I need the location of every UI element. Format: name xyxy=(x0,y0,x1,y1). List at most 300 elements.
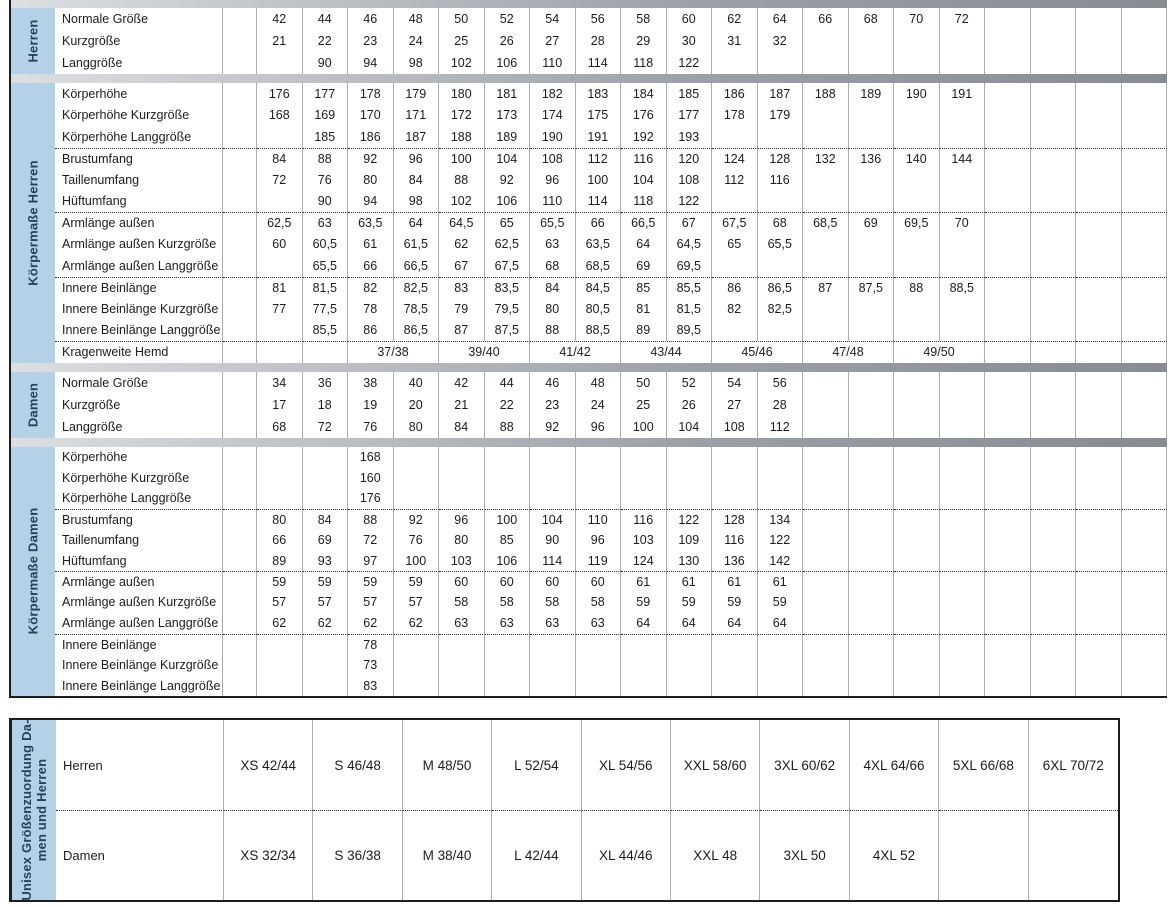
empty-cell xyxy=(849,467,895,488)
value-cell: 38 xyxy=(348,372,394,394)
spacer-cell xyxy=(223,447,257,468)
empty-cell xyxy=(1076,298,1122,320)
row-label: Kurzgröße xyxy=(55,394,223,416)
value-cell: 76 xyxy=(394,530,440,551)
empty-cell xyxy=(1122,126,1168,148)
empty-cell xyxy=(849,169,895,191)
row-label: Armlänge außen Kurzgröße xyxy=(55,592,223,613)
value-cell: 100 xyxy=(394,550,440,571)
value-cell: 80 xyxy=(348,169,394,191)
empty-cell xyxy=(1122,255,1168,277)
value-cell: 68,5 xyxy=(803,212,849,234)
value-cell: 63 xyxy=(303,212,349,234)
value-cell: 112 xyxy=(712,169,758,191)
value-cell: 42 xyxy=(439,372,485,394)
value-cell: 64 xyxy=(758,8,804,30)
value-cell: 89 xyxy=(621,320,667,342)
value-cell: 25 xyxy=(621,394,667,416)
value-cell: 72 xyxy=(940,8,986,30)
empty-cell xyxy=(621,654,667,675)
value-cell: 61 xyxy=(348,234,394,256)
empty-cell xyxy=(803,234,849,256)
value-cell: 59 xyxy=(394,571,440,592)
size-cell: S 36/38 xyxy=(313,810,402,900)
value-cell: 76 xyxy=(348,416,394,438)
empty-cell xyxy=(1122,298,1168,320)
empty-cell xyxy=(894,571,940,592)
empty-cell xyxy=(940,234,986,256)
unisex-label-line: Unisex Größenzuordung Da- xyxy=(19,719,34,901)
size-cell: M 48/50 xyxy=(403,720,492,810)
value-cell: 66 xyxy=(257,530,303,551)
value-cell: 103 xyxy=(439,550,485,571)
empty-cell xyxy=(1076,592,1122,613)
value-cell: 18 xyxy=(303,394,349,416)
value-cell: 57 xyxy=(257,592,303,613)
value-cell: 28 xyxy=(758,394,804,416)
empty-cell xyxy=(1076,654,1122,675)
empty-cell xyxy=(803,416,849,438)
empty-cell xyxy=(894,467,940,488)
spacer-cell xyxy=(223,550,257,571)
empty-cell xyxy=(894,255,940,277)
empty-cell xyxy=(758,467,804,488)
empty-cell xyxy=(712,675,758,696)
empty-cell xyxy=(803,654,849,675)
section-damen-sizes xyxy=(11,372,1167,438)
value-cell: 64 xyxy=(621,234,667,256)
empty-cell xyxy=(940,530,986,551)
value-cell: 57 xyxy=(303,592,349,613)
empty-cell xyxy=(758,126,804,148)
empty-cell xyxy=(940,169,986,191)
empty-cell xyxy=(530,488,576,509)
empty-cell xyxy=(530,654,576,675)
empty-cell xyxy=(985,148,1031,170)
value-cell: 98 xyxy=(394,52,440,74)
value-cell: 24 xyxy=(576,394,622,416)
spacer-cell xyxy=(223,169,257,191)
empty-cell xyxy=(894,634,940,655)
value-cell: 93 xyxy=(303,550,349,571)
empty-cell xyxy=(439,634,485,655)
value-cell: 63 xyxy=(576,613,622,634)
empty-cell xyxy=(576,467,622,488)
value-cell: 50 xyxy=(439,8,485,30)
empty-cell xyxy=(1122,613,1168,634)
empty-cell xyxy=(1122,675,1168,696)
empty-cell xyxy=(849,592,895,613)
value-cell: 88 xyxy=(348,509,394,530)
spacer-cell xyxy=(223,341,257,363)
empty-cell xyxy=(849,52,895,74)
empty-cell xyxy=(530,447,576,468)
empty-cell xyxy=(849,530,895,551)
row-label: Armlänge außen xyxy=(55,571,223,592)
value-cell: 92 xyxy=(485,169,531,191)
empty-cell xyxy=(1122,105,1168,127)
value-cell: 63 xyxy=(485,613,531,634)
value-cell: 41/42 xyxy=(530,341,621,363)
empty-cell xyxy=(667,634,713,655)
value-cell: 82,5 xyxy=(394,277,440,299)
value-cell: 80 xyxy=(530,298,576,320)
empty-cell xyxy=(712,126,758,148)
empty-cell xyxy=(849,613,895,634)
empty-cell xyxy=(1031,212,1077,234)
value-cell: 132 xyxy=(803,148,849,170)
empty-cell xyxy=(985,212,1031,234)
section-label: Körpermaße Damen xyxy=(25,507,41,635)
empty-cell xyxy=(985,320,1031,342)
value-cell: 90 xyxy=(303,191,349,213)
empty-cell xyxy=(1031,30,1077,52)
empty-cell xyxy=(303,634,349,655)
empty-cell xyxy=(849,191,895,213)
section-koerpermasse-damen xyxy=(11,447,1167,697)
value-cell: 144 xyxy=(940,148,986,170)
value-cell: 84,5 xyxy=(576,277,622,299)
spacer-cell xyxy=(223,30,257,52)
size-cell: XXL 48 xyxy=(671,810,760,900)
spacer-cell xyxy=(223,277,257,299)
value-cell: 66 xyxy=(576,212,622,234)
empty-cell xyxy=(1031,234,1077,256)
value-cell: 22 xyxy=(485,394,531,416)
empty-cell xyxy=(803,126,849,148)
value-cell: 56 xyxy=(758,372,804,394)
value-cell: 178 xyxy=(712,105,758,127)
value-cell: 122 xyxy=(667,509,713,530)
value-cell: 72 xyxy=(257,169,303,191)
row-label: Innere Beinlänge xyxy=(55,634,223,655)
value-cell: 80 xyxy=(439,530,485,551)
value-cell: 188 xyxy=(439,126,485,148)
value-cell: 48 xyxy=(394,8,440,30)
empty-cell xyxy=(985,372,1031,394)
value-cell: 67,5 xyxy=(712,212,758,234)
row-label: Innere Beinlänge Langgröße xyxy=(55,675,223,696)
value-cell: 118 xyxy=(621,52,667,74)
value-cell: 65,5 xyxy=(303,255,349,277)
section-label: Damen xyxy=(25,382,41,427)
empty-cell xyxy=(849,298,895,320)
empty-cell xyxy=(1122,212,1168,234)
empty-cell xyxy=(985,30,1031,52)
value-cell: 61 xyxy=(621,571,667,592)
value-cell: 114 xyxy=(576,191,622,213)
value-cell: 171 xyxy=(394,105,440,127)
value-cell: 84 xyxy=(439,416,485,438)
value-cell: 122 xyxy=(667,52,713,74)
value-cell: 88 xyxy=(439,169,485,191)
empty-cell xyxy=(803,530,849,551)
empty-cell xyxy=(257,255,303,277)
value-cell: 69 xyxy=(849,212,895,234)
spacer-cell xyxy=(223,530,257,551)
empty-cell xyxy=(1122,372,1168,394)
value-cell: 50 xyxy=(621,372,667,394)
value-cell: 58 xyxy=(576,592,622,613)
empty-cell xyxy=(939,810,1028,900)
empty-cell xyxy=(621,447,667,468)
value-cell: 24 xyxy=(394,30,440,52)
empty-cell xyxy=(985,675,1031,696)
empty-cell xyxy=(758,675,804,696)
value-cell: 90 xyxy=(530,530,576,551)
empty-cell xyxy=(576,675,622,696)
value-cell: 104 xyxy=(485,148,531,170)
empty-cell xyxy=(257,191,303,213)
size-cell: XS 42/44 xyxy=(224,720,313,810)
value-cell: 65,5 xyxy=(758,234,804,256)
value-cell: 88 xyxy=(485,416,531,438)
value-cell: 40 xyxy=(394,372,440,394)
value-cell: 88 xyxy=(530,320,576,342)
value-cell: 85 xyxy=(485,530,531,551)
empty-cell xyxy=(849,509,895,530)
size-cell: M 38/40 xyxy=(403,810,492,900)
empty-cell xyxy=(940,675,986,696)
value-cell: 64 xyxy=(394,212,440,234)
row-label: Taillenumfang xyxy=(55,530,223,551)
value-cell: 79,5 xyxy=(485,298,531,320)
empty-cell xyxy=(985,234,1031,256)
value-cell: 39/40 xyxy=(439,341,530,363)
empty-cell xyxy=(394,488,440,509)
value-cell: 59 xyxy=(348,571,394,592)
row-label: Normale Größe xyxy=(55,372,223,394)
spacer-cell xyxy=(223,212,257,234)
size-cell: L 52/54 xyxy=(492,720,581,810)
empty-cell xyxy=(758,320,804,342)
empty-cell xyxy=(758,255,804,277)
empty-cell xyxy=(1122,83,1168,105)
value-cell: 36 xyxy=(303,372,349,394)
value-cell: 128 xyxy=(712,509,758,530)
empty-cell xyxy=(803,169,849,191)
value-cell: 61,5 xyxy=(394,234,440,256)
unisex-label xyxy=(19,719,49,900)
empty-cell xyxy=(1076,52,1122,74)
row-label: Brustumfang xyxy=(55,509,223,530)
empty-cell xyxy=(894,126,940,148)
row-label: Taillenumfang xyxy=(55,169,223,191)
empty-cell xyxy=(849,320,895,342)
value-cell: 100 xyxy=(485,509,531,530)
row-label: Körperhöhe Langgröße xyxy=(55,488,223,509)
size-cell: S 46/48 xyxy=(313,720,402,810)
value-cell: 102 xyxy=(439,191,485,213)
size-cell: 6XL 70/72 xyxy=(1042,757,1104,773)
empty-cell xyxy=(1076,488,1122,509)
value-cell: 62,5 xyxy=(257,212,303,234)
value-cell: 180 xyxy=(439,83,485,105)
row-label: Körperhöhe Kurzgröße xyxy=(55,105,223,127)
value-cell: 64,5 xyxy=(439,212,485,234)
empty-cell xyxy=(1076,550,1122,571)
empty-cell xyxy=(894,488,940,509)
empty-cell xyxy=(1076,169,1122,191)
empty-cell xyxy=(1122,320,1168,342)
value-cell: 160 xyxy=(348,467,394,488)
empty-cell xyxy=(439,654,485,675)
empty-cell xyxy=(894,416,940,438)
value-cell: 64 xyxy=(667,613,713,634)
empty-cell xyxy=(1076,234,1122,256)
value-cell: 110 xyxy=(530,52,576,74)
value-cell: 46 xyxy=(348,8,394,30)
value-cell: 72 xyxy=(303,416,349,438)
section-divider-bar xyxy=(11,363,1167,372)
value-cell: 52 xyxy=(667,372,713,394)
empty-cell xyxy=(803,105,849,127)
empty-cell xyxy=(1076,126,1122,148)
value-cell: 174 xyxy=(530,105,576,127)
empty-cell xyxy=(1122,654,1168,675)
value-cell: 59 xyxy=(667,592,713,613)
empty-cell xyxy=(940,467,986,488)
value-cell: 106 xyxy=(485,191,531,213)
value-cell: 66 xyxy=(348,255,394,277)
value-cell: 62 xyxy=(394,613,440,634)
value-cell: 60 xyxy=(257,234,303,256)
empty-cell xyxy=(849,634,895,655)
empty-cell xyxy=(894,530,940,551)
empty-cell xyxy=(1122,169,1168,191)
value-cell: 96 xyxy=(394,148,440,170)
empty-cell xyxy=(621,634,667,655)
empty-cell xyxy=(940,592,986,613)
empty-cell xyxy=(940,298,986,320)
value-cell: 66,5 xyxy=(394,255,440,277)
empty-cell xyxy=(621,675,667,696)
value-cell: 104 xyxy=(530,509,576,530)
size-cell: 3XL 50 xyxy=(760,810,849,900)
empty-cell xyxy=(940,447,986,468)
empty-cell xyxy=(894,613,940,634)
row-label: Innere Beinlänge Kurzgröße xyxy=(55,654,223,675)
value-cell: 191 xyxy=(576,126,622,148)
value-cell: 17 xyxy=(257,394,303,416)
empty-cell xyxy=(803,634,849,655)
value-cell: 85,5 xyxy=(303,320,349,342)
empty-cell xyxy=(1031,8,1077,30)
row-label: Hüftumfang xyxy=(55,191,223,213)
empty-cell xyxy=(530,467,576,488)
value-cell: 27 xyxy=(530,30,576,52)
value-cell: 87 xyxy=(803,277,849,299)
value-cell: 185 xyxy=(303,126,349,148)
empty-cell xyxy=(803,255,849,277)
empty-cell xyxy=(803,675,849,696)
empty-cell xyxy=(1031,654,1077,675)
unisex-size-table xyxy=(9,718,1120,902)
empty-cell xyxy=(530,634,576,655)
empty-cell xyxy=(303,467,349,488)
spacer-cell xyxy=(223,126,257,148)
empty-cell xyxy=(257,467,303,488)
empty-cell xyxy=(1031,447,1077,468)
empty-cell xyxy=(849,255,895,277)
value-cell: 43/44 xyxy=(621,341,712,363)
empty-cell xyxy=(1031,394,1077,416)
empty-cell xyxy=(1031,675,1077,696)
empty-cell xyxy=(1076,191,1122,213)
empty-cell xyxy=(1031,550,1077,571)
value-cell: 21 xyxy=(257,30,303,52)
value-cell: 88 xyxy=(894,277,940,299)
value-cell: 96 xyxy=(439,509,485,530)
value-cell: 78,5 xyxy=(394,298,440,320)
spacer-cell xyxy=(223,298,257,320)
value-cell: 20 xyxy=(394,394,440,416)
spacer-cell xyxy=(223,8,257,30)
value-cell: 72 xyxy=(348,530,394,551)
empty-cell xyxy=(621,488,667,509)
empty-cell xyxy=(1122,592,1168,613)
empty-cell xyxy=(985,277,1031,299)
value-cell: 27 xyxy=(712,394,758,416)
empty-cell xyxy=(894,298,940,320)
row-label: Körperhöhe Langgröße xyxy=(55,126,223,148)
value-cell: 110 xyxy=(576,509,622,530)
empty-cell xyxy=(712,654,758,675)
empty-cell xyxy=(257,126,303,148)
value-cell: 52 xyxy=(485,8,531,30)
empty-cell xyxy=(985,550,1031,571)
empty-cell xyxy=(667,447,713,468)
spacer-cell xyxy=(223,488,257,509)
spacer-cell xyxy=(223,320,257,342)
value-cell: 112 xyxy=(758,416,804,438)
value-cell: 65 xyxy=(712,234,758,256)
spacer-cell xyxy=(223,394,257,416)
empty-cell xyxy=(576,447,622,468)
section-label: Herren xyxy=(25,19,41,63)
row-label: Normale Größe xyxy=(55,8,223,30)
value-cell: 193 xyxy=(667,126,713,148)
value-cell: 110 xyxy=(530,191,576,213)
value-cell: 28 xyxy=(576,30,622,52)
value-cell: 59 xyxy=(712,592,758,613)
empty-cell xyxy=(485,634,531,655)
value-cell: 32 xyxy=(758,30,804,52)
value-cell: 69 xyxy=(621,255,667,277)
value-cell: 59 xyxy=(758,592,804,613)
value-cell: 185 xyxy=(667,83,713,105)
empty-cell xyxy=(394,634,440,655)
row-label: Langgröße xyxy=(55,52,223,74)
empty-cell xyxy=(257,654,303,675)
value-cell: 140 xyxy=(894,148,940,170)
empty-cell xyxy=(894,447,940,468)
value-cell: 179 xyxy=(394,83,440,105)
value-cell: 178 xyxy=(348,83,394,105)
empty-cell xyxy=(394,675,440,696)
value-cell: 76 xyxy=(303,169,349,191)
value-cell: 130 xyxy=(667,550,713,571)
unisex-label-cell xyxy=(12,720,56,900)
value-cell: 64,5 xyxy=(667,234,713,256)
value-cell: 184 xyxy=(621,83,667,105)
empty-cell xyxy=(803,52,849,74)
spacer-cell xyxy=(223,654,257,675)
spacer-cell xyxy=(223,675,257,696)
value-cell: 96 xyxy=(576,530,622,551)
empty-cell xyxy=(894,509,940,530)
value-cell: 62 xyxy=(303,613,349,634)
